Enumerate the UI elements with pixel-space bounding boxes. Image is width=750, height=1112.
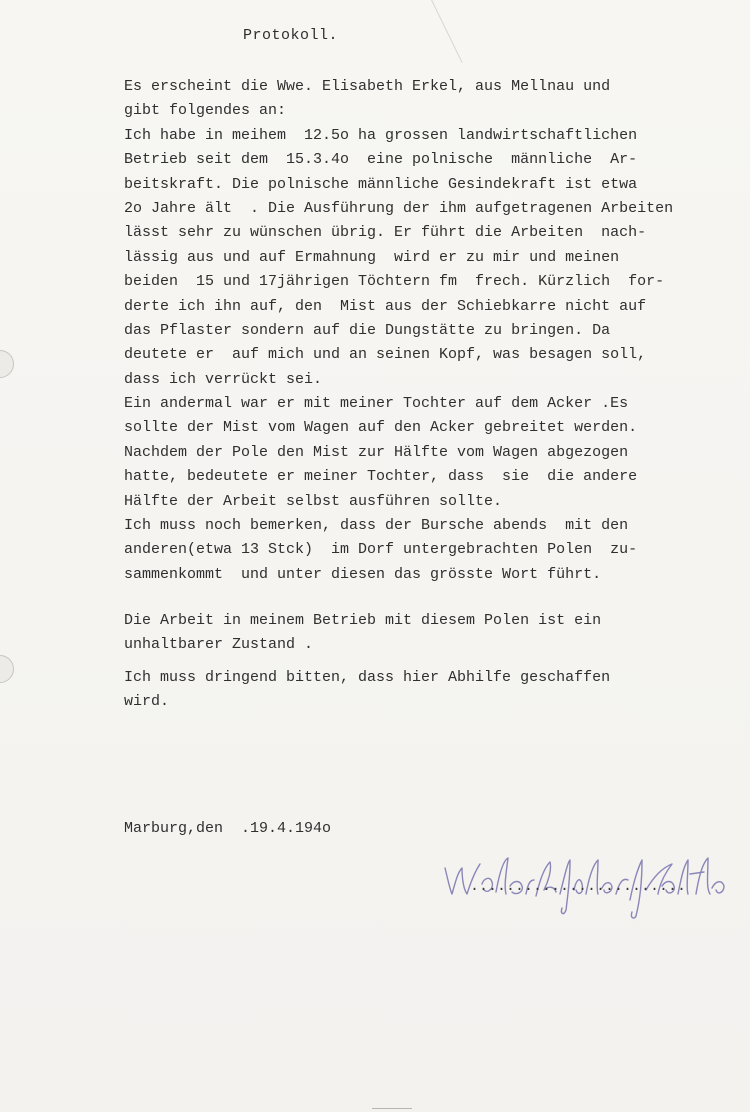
closing-line: Ich muss dringend bitten, dass hier Abhilfe geschaffen xyxy=(124,668,611,686)
body-line: sammenkommt und unter diesen das grösste Wort führt. xyxy=(124,565,602,583)
punch-hole xyxy=(0,350,14,378)
body-line: dass ich verrückt sei. xyxy=(124,370,323,388)
body-line: Ein andermal war er mit meiner Tochter auf dem Acker .Es xyxy=(124,395,629,413)
paper-crease xyxy=(431,0,463,63)
protocol-body xyxy=(124,75,673,587)
document-title: Protokoll. xyxy=(243,27,339,44)
body-line: beiden 15 und 17jährigen Töchtern fm frech. Kürzlich for- xyxy=(124,273,665,291)
signature-line: ........................ xyxy=(470,878,687,895)
body-line: Nachdem der Pole den Mist zur Hälfte vom Wagen abgezogen xyxy=(124,443,629,461)
body-line: Ich muss noch bemerken, dass der Bursche abends mit den xyxy=(124,517,629,535)
body-line: sollte der Mist vom Wagen auf den Acker gebreitet werden. xyxy=(124,419,638,437)
body-line: lässt sehr zu wünschen übrig. Er führt die Arbeiten nach- xyxy=(124,224,647,242)
closing-line: unhaltbarer Zustand . xyxy=(124,636,314,654)
body-line: deutete er auf mich und an seinen Kopf, was besagen soll, xyxy=(124,346,647,364)
closing-text xyxy=(124,609,610,723)
closing-paragraph xyxy=(124,609,610,658)
place-date: Marburg,den .19.4.194o xyxy=(124,820,332,837)
body-line: Es erscheint die Wwe. Elisabeth Erkel, aus Mellnau und xyxy=(124,78,611,95)
punch-hole xyxy=(0,655,14,683)
body-line: Ich habe in meihem 12.5o ha grossen landwirtschaftlichen xyxy=(124,126,638,144)
body-line: Hälfte der Arbeit selbst ausführen sollte. xyxy=(124,492,503,510)
closing-line: wird. xyxy=(124,693,170,711)
body-line: hatte, bedeutete er meiner Tochter, dass sie die andere xyxy=(124,468,638,486)
body-line: derte ich ihn auf, den Mist aus der Schiebkarre nicht auf xyxy=(124,297,647,315)
body-line: das Pflaster sondern auf die Dungstätte zu bringen. Da xyxy=(124,321,611,339)
body-line: gibt folgendes an: xyxy=(124,102,287,120)
body-line: beitskraft. Die polnische männliche Gesindekraft ist etwa xyxy=(124,175,638,193)
body-line: lässig aus und auf Ermahnung wird er zu mir und meinen xyxy=(124,248,620,266)
closing-line: Die Arbeit in meinem Betrieb mit diesem Polen ist ein xyxy=(124,612,602,629)
body-line: 2o Jahre ält . Die Ausführung der ihm aufgetragenen Arbeiten xyxy=(124,199,674,217)
body-line: anderen(etwa 13 Stck) im Dorf untergebrachten Polen zu- xyxy=(124,541,638,559)
body-line: Betrieb seit dem 15.3.4o eine polnische männliche Ar- xyxy=(124,151,638,169)
paper-crease xyxy=(372,1108,412,1109)
closing-paragraph xyxy=(124,666,610,715)
